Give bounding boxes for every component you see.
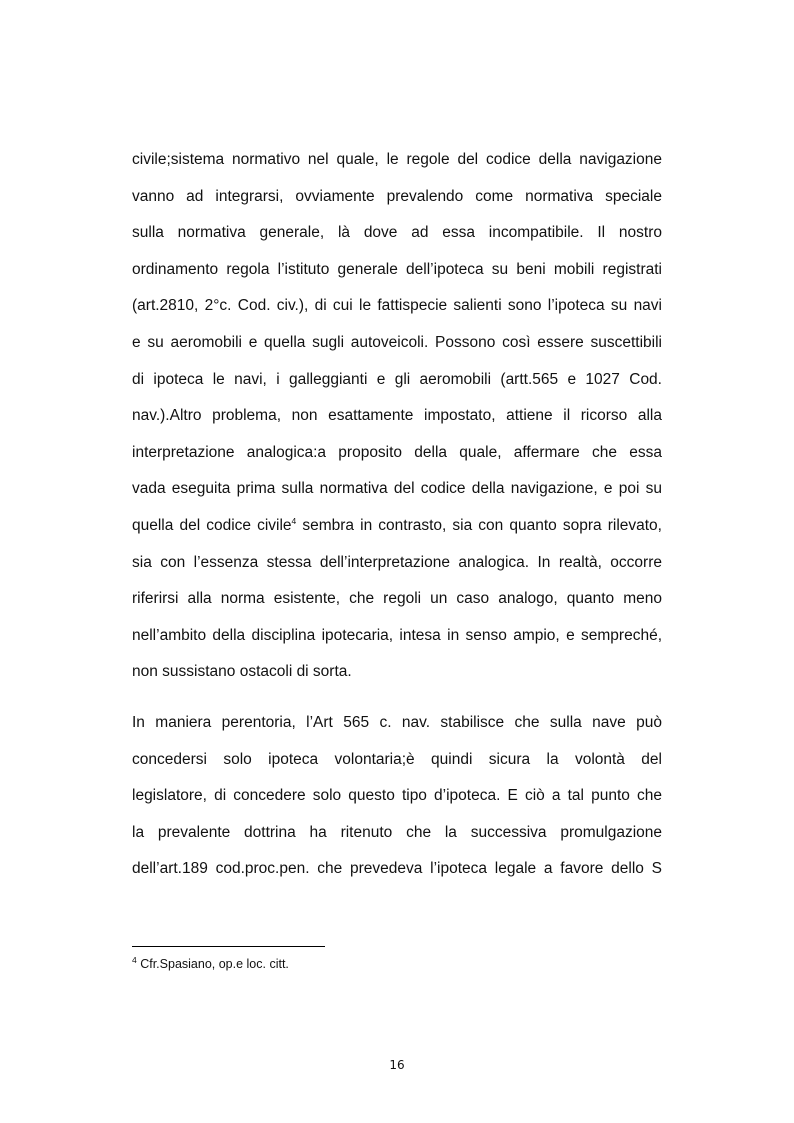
text-line: vanno ad integrarsi, ovviamente prevalendo come normativa speciale	[132, 187, 662, 205]
body-text	[132, 145, 662, 891]
text-line: ordinamento regola l’istituto generale dell’ipoteca su beni mobili registrati	[132, 260, 662, 278]
footnote-text: Cfr.Spasiano, op.e loc. citt.	[136, 957, 289, 971]
text-line: sia con l’essenza stessa dell’interpretazione analogica. In realtà, occorre	[132, 553, 662, 571]
text-line: vada eseguita prima sulla normativa del codice della navigazione, e poi su	[132, 480, 662, 498]
paragraph	[132, 145, 662, 694]
paragraph-gap	[132, 694, 662, 708]
footnote-reference: 4	[291, 515, 297, 526]
text-line: nell’ambito della disciplina ipotecaria, intesa in senso ampio, e sempreché,	[132, 626, 662, 644]
text-line: nav.).Altro problema, non esattamente impostato, attiene il ricorso alla	[132, 407, 662, 425]
text-line: concedersi solo ipoteca volontaria;è quindi sicura la volontà del	[132, 750, 662, 768]
text-segment: quella del codice civile	[132, 516, 292, 534]
text-line: riferirsi alla norma esistente, che regoli un caso analogo, quanto meno	[132, 590, 662, 608]
text-line: e su aeromobili e quella sugli autoveicoli. Possono così essere suscettibili	[132, 333, 662, 351]
page-number: 16	[389, 1058, 405, 1072]
text-line: sulla normativa generale, là dove ad essa incompatibile. Il nostro	[132, 224, 662, 242]
footnote-separator	[132, 946, 325, 947]
text-line: legislatore, di concedere solo questo tipo d’ipoteca. E ciò a tal punto che	[132, 787, 662, 805]
text-line: In maniera perentoria, l’Art 565 c. nav. stabilisce che sulla nave può	[132, 713, 662, 731]
text-line: (art.2810, 2°c. Cod. civ.), di cui le fattispecie salienti sono l’ipoteca su navi	[132, 297, 662, 315]
text-line: non sussistano ostacoli di sorta.	[132, 663, 352, 681]
text-line: civile;sistema normativo nel quale, le regole del codice della navigazione	[132, 151, 662, 168]
text-line: dell’art.189 cod.proc.pen. che prevedeva l’ipoteca legale a favore dello S	[132, 860, 662, 878]
text-line	[132, 511, 662, 548]
text-line: di ipoteca le navi, i galleggianti e gli aeromobili (artt.565 e 1027 Cod.	[132, 370, 662, 388]
paragraph	[132, 708, 662, 891]
text-line: la prevalente dottrina ha ritenuto che la successiva promulgazione	[132, 823, 662, 841]
text-segment: sembra in contrasto, sia con quanto sopra rilevato,	[296, 516, 662, 534]
footnote-number: 4	[132, 954, 137, 965]
text-line: interpretazione analogica:a proposito della quale, affermare che essa	[132, 443, 662, 461]
footnote	[132, 955, 289, 973]
